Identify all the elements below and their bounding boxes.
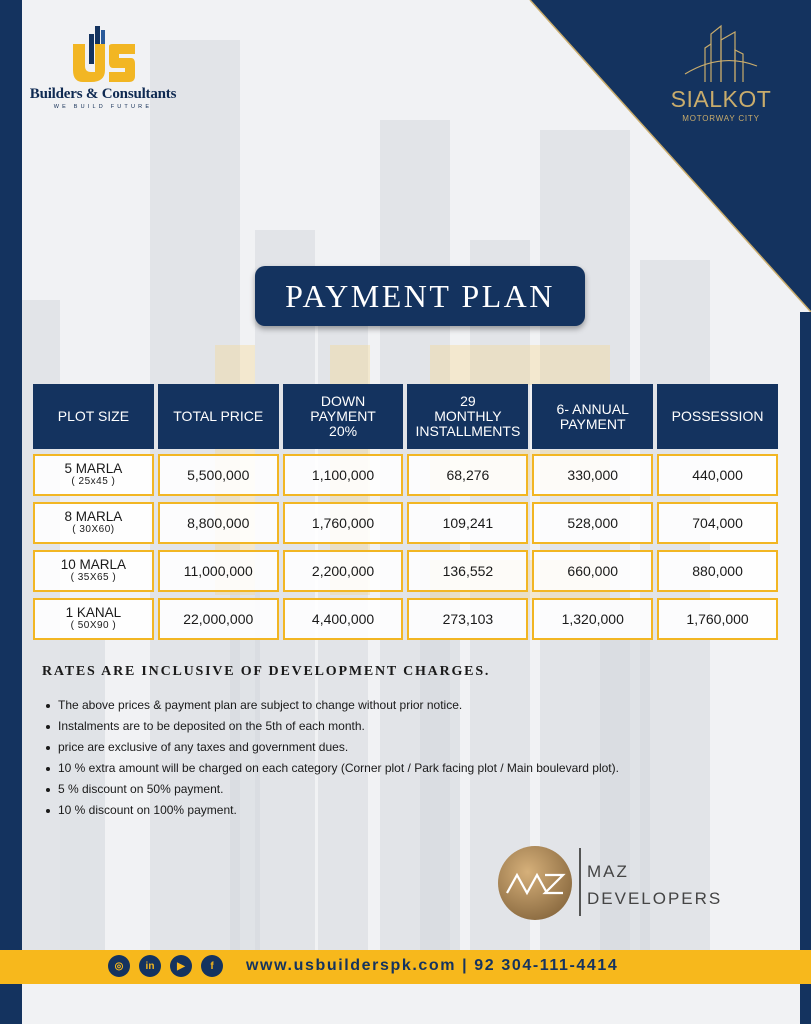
facebook-icon[interactable]: f — [201, 955, 223, 977]
notes-heading: RATES ARE INCLUSIVE OF DEVELOPMENT CHARGES. — [42, 664, 491, 679]
table-header-line: PAYMENT — [559, 415, 626, 432]
table-row — [33, 550, 778, 592]
brand-logo — [28, 22, 178, 110]
instagram-icon[interactable]: ◎ — [108, 955, 130, 977]
possession-cell: 880,000 — [657, 550, 778, 592]
developer-logo — [497, 845, 737, 925]
table-header-text — [310, 394, 376, 439]
table-row — [33, 598, 778, 640]
annual-payment-cell: 528,000 — [532, 502, 653, 544]
monthly-installment-cell: 109,241 — [407, 502, 528, 544]
note-text: Instalments are to be deposited on the 5th of each month. — [58, 719, 365, 733]
linkedin-icon[interactable]: in — [139, 955, 161, 977]
plot-size-name: 5 MARLA — [64, 461, 123, 476]
note-item — [42, 761, 619, 782]
note-item — [42, 782, 619, 803]
bullet-icon — [46, 788, 50, 792]
table-header-line: POSSESSION — [671, 408, 764, 424]
developer-subtitle: DEVELOPERS — [587, 889, 723, 908]
bullet-icon — [46, 767, 50, 771]
sialkot-building-icon — [681, 22, 761, 84]
monthly-installment-cell: 273,103 — [407, 598, 528, 640]
title-banner — [255, 266, 585, 326]
possession-cell: 1,760,000 — [657, 598, 778, 640]
payment-table — [33, 384, 778, 646]
total-price-cell: 22,000,000 — [158, 598, 279, 640]
table-header-line: PLOT SIZE — [57, 408, 130, 424]
table-row — [33, 502, 778, 544]
plot-size-dimensions: ( 50X90 ) — [70, 620, 117, 631]
down-payment-cell: 4,400,000 — [283, 598, 404, 640]
note-text: price are exclusive of any taxes and government dues. — [58, 740, 349, 754]
total-price-cell: 11,000,000 — [158, 550, 279, 592]
plot-size-dimensions: ( 30X60) — [72, 524, 115, 535]
bullet-icon — [46, 725, 50, 729]
table-header-text — [173, 409, 263, 424]
table-header-row — [33, 384, 778, 449]
table-header-cell — [657, 384, 778, 449]
annual-payment-cell: 330,000 — [532, 454, 653, 496]
possession-cell: 704,000 — [657, 502, 778, 544]
brand-name: Builders & Consultants — [29, 86, 177, 102]
note-item — [42, 698, 619, 719]
maz-logo-icon — [497, 845, 573, 921]
total-price-cell: 5,500,000 — [158, 454, 279, 496]
table-header-cell — [283, 384, 404, 449]
note-item — [42, 719, 619, 740]
plot-size-name: 10 MARLA — [60, 557, 127, 572]
annual-payment-cell: 660,000 — [532, 550, 653, 592]
table-header-text — [416, 394, 521, 439]
footer-bar — [0, 950, 811, 984]
possession-cell: 440,000 — [657, 454, 778, 496]
table-header-cell — [158, 384, 279, 449]
down-payment-cell: 1,100,000 — [283, 454, 404, 496]
table-header-cell — [407, 384, 528, 449]
table-header-line: MONTHLY — [434, 408, 502, 424]
note-text: The above prices & payment plan are subject to change without prior notice. — [58, 698, 463, 712]
plot-size-cell — [33, 502, 154, 544]
table-header-line: PAYMENT — [310, 408, 376, 424]
social-links — [108, 955, 223, 977]
bullet-icon — [46, 746, 50, 750]
table-header-text — [557, 402, 629, 432]
note-text: 10 % extra amount will be charged on each category (Corner plot / Park facing plot / Main boulevard plot). — [58, 761, 619, 775]
down-payment-cell: 1,760,000 — [283, 502, 404, 544]
table-header-line: INSTALLMENTS — [415, 423, 521, 439]
developer-divider — [579, 848, 581, 916]
total-price-cell: 8,800,000 — [158, 502, 279, 544]
table-header-text — [672, 409, 764, 424]
monthly-installment-cell: 136,552 — [407, 550, 528, 592]
youtube-icon[interactable]: ▶ — [170, 955, 192, 977]
project-name: SIALKOT — [670, 86, 772, 112]
contact-info[interactable]: www.usbuilderspk.com | 92 304-111-4414 — [246, 957, 619, 974]
table-header-line: DOWN — [320, 393, 366, 409]
notes-list — [42, 698, 619, 824]
note-text: 5 % discount on 50% payment. — [58, 782, 224, 796]
developer-name: MAZ — [587, 862, 629, 881]
plot-size-cell — [33, 454, 154, 496]
plot-size-cell — [33, 550, 154, 592]
project-subtitle: MOTORWAY CITY — [682, 114, 760, 123]
table-header-cell — [33, 384, 154, 449]
table-row — [33, 454, 778, 496]
plot-size-cell — [33, 598, 154, 640]
page-title: PAYMENT PLAN — [285, 277, 555, 314]
brand-tagline: WE BUILD FUTURE — [53, 104, 153, 110]
project-logo — [654, 22, 788, 123]
table-header-line: 20% — [329, 423, 358, 439]
table-header-line: 6- ANNUAL — [556, 400, 629, 417]
bullet-icon — [46, 809, 50, 813]
plot-size-dimensions: ( 25x45 ) — [71, 476, 116, 487]
bullet-icon — [46, 704, 50, 708]
plot-size-name: 8 MARLA — [64, 509, 123, 524]
plot-size-dimensions: ( 35X65 ) — [70, 572, 117, 583]
table-header-line: TOTAL PRICE — [173, 408, 264, 424]
table-header-text — [58, 409, 129, 424]
table-body — [33, 454, 778, 640]
us-logo-icon — [65, 22, 141, 84]
note-text: 10 % discount on 100% payment. — [58, 803, 237, 817]
table-header-line: 29 — [460, 393, 476, 409]
note-item — [42, 803, 619, 824]
table-header-cell — [532, 384, 653, 449]
annual-payment-cell: 1,320,000 — [532, 598, 653, 640]
monthly-installment-cell: 68,276 — [407, 454, 528, 496]
plot-size-name: 1 KANAL — [65, 605, 122, 620]
down-payment-cell: 2,200,000 — [283, 550, 404, 592]
note-item — [42, 740, 619, 761]
